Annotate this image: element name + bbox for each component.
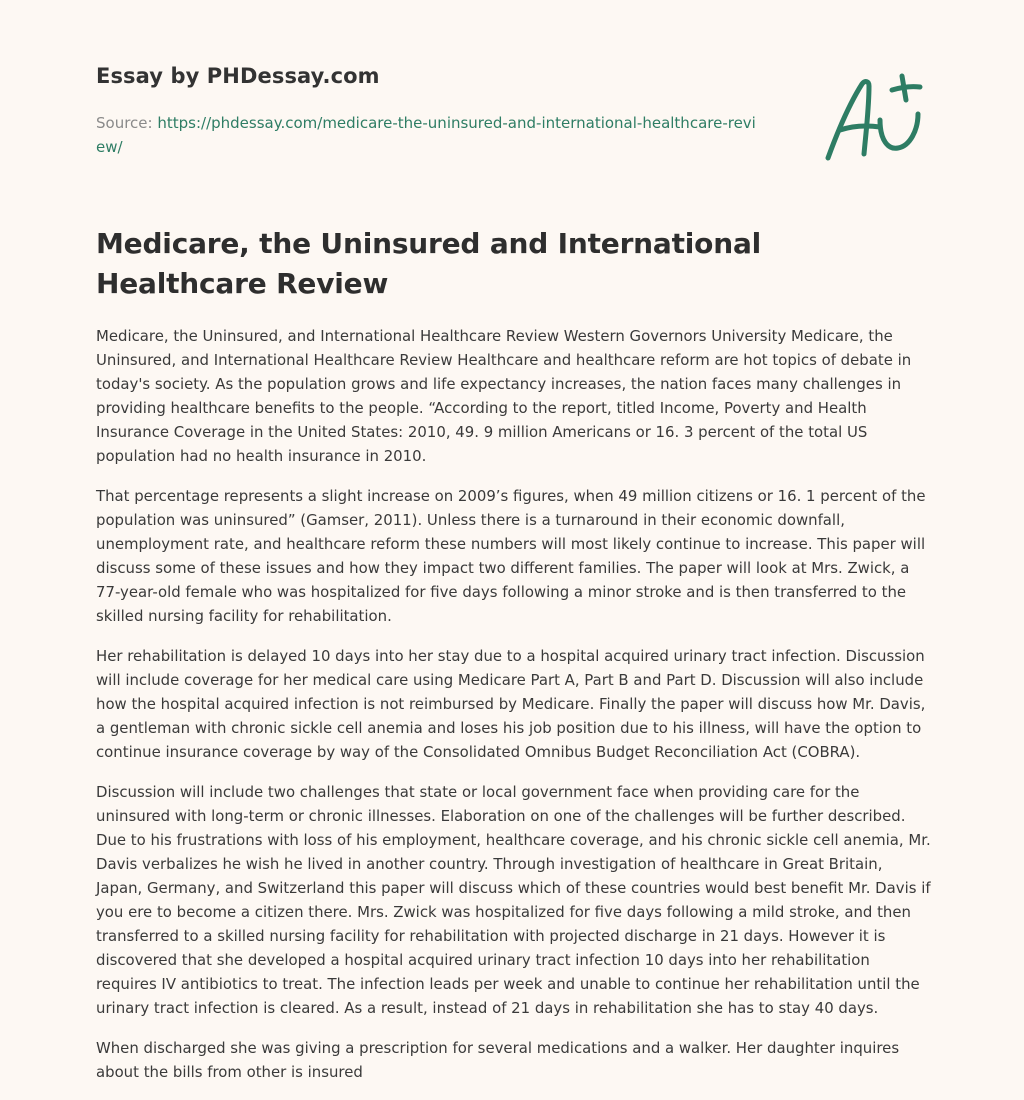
source-line	[96, 111, 756, 159]
source-label: Source:	[96, 114, 153, 132]
essay-paragraph: Medicare, the Uninsured, and International Healthcare Review Western Governors University Medicare, the Uninsured, and International Healthcare Review Healthcare and healthcare reform are hot topics of debate in today's society. As the population grows and life expectancy increases, the nation faces many challenges in providing healthcare benefits to the people. “According to the report, titled Income, Poverty and Health Insurance Coverage in the United States: 2010, 49. 9 million Americans or 16. 3 percent of the total US population had no health insurance in 2010.	[96, 327, 912, 465]
a-plus-grade-icon	[822, 70, 926, 166]
site-title: Essay by PHDessay.com	[96, 64, 380, 88]
essay-paragraph: That percentage represents a slight increase on 2009’s figures, when 49 million citizens or 16. 1 percent of the population was uninsured” (Gamser, 2011). Unless there is a turnaround in their economic downfall, unemployment rate, and healthcare reform these numbers will most likely continue to increase. This paper will discuss some of these issues and how they impact two different families. The paper will look at Mrs. Zwick, a 77-year-old female who was hospitalized for five days following a minor stroke and is then transferred to the skilled nursing facility for rehabilitation.	[96, 487, 926, 625]
essay-body	[96, 324, 932, 1100]
essay-paragraph: Her rehabilitation is delayed 10 days into her stay due to a hospital acquired urinary tract infection. Discussion will include coverage for her medical care using Medicare Part A, Part B and Part D. Discussion will also include how the hospital acquired infection is not reimbursed by Medicare. Finally the paper will discuss how Mr. Davis, a gentleman with chronic sickle cell anemia and loses his job position due to his illness, will have the option to continue insurance coverage by way of the Consolidated Omnibus Budget Reconciliation Act (COBRA).	[96, 647, 926, 761]
essay-title: Medicare, the Uninsured and International Healthcare Review	[96, 227, 762, 300]
essay-paragraph: When discharged she was giving a prescription for several medications and a walker. Her daughter inquires about the bills from other is insured	[96, 1039, 900, 1081]
source-link[interactable]: https://phdessay.com/medicare-the-uninsured-and-international-healthcare-review/	[96, 114, 756, 156]
essay-paragraph: Discussion will include two challenges that state or local government face when providing care for the uninsured with long-term or chronic illnesses. Elaboration on one of the challenges will be further described. Due to his frustrations with loss of his employment, healthcare coverage, and his chronic sickle cell anemia, Mr. Davis verbalizes he wish he lived in another country. Through investigation of healthcare in Great Britain, Japan, Germany, and Switzerland this paper will discuss which of these countries would best benefit Mr. Davis if you ere to become a citizen there. Mrs. Zwick was hospitalized for five days following a mild stroke, and then transferred to a skilled nursing facility for rehabilitation with projected discharge in 21 days. However it is discovered that she developed a hospital acquired urinary tract infection 10 days into her rehabilitation requires IV antibiotics to treat. The infection leads per week and unable to continue her rehabilitation until the urinary tract infection is cleared. As a result, instead of 21 days in rehabilitation she has to stay 40 days.	[96, 783, 931, 1017]
